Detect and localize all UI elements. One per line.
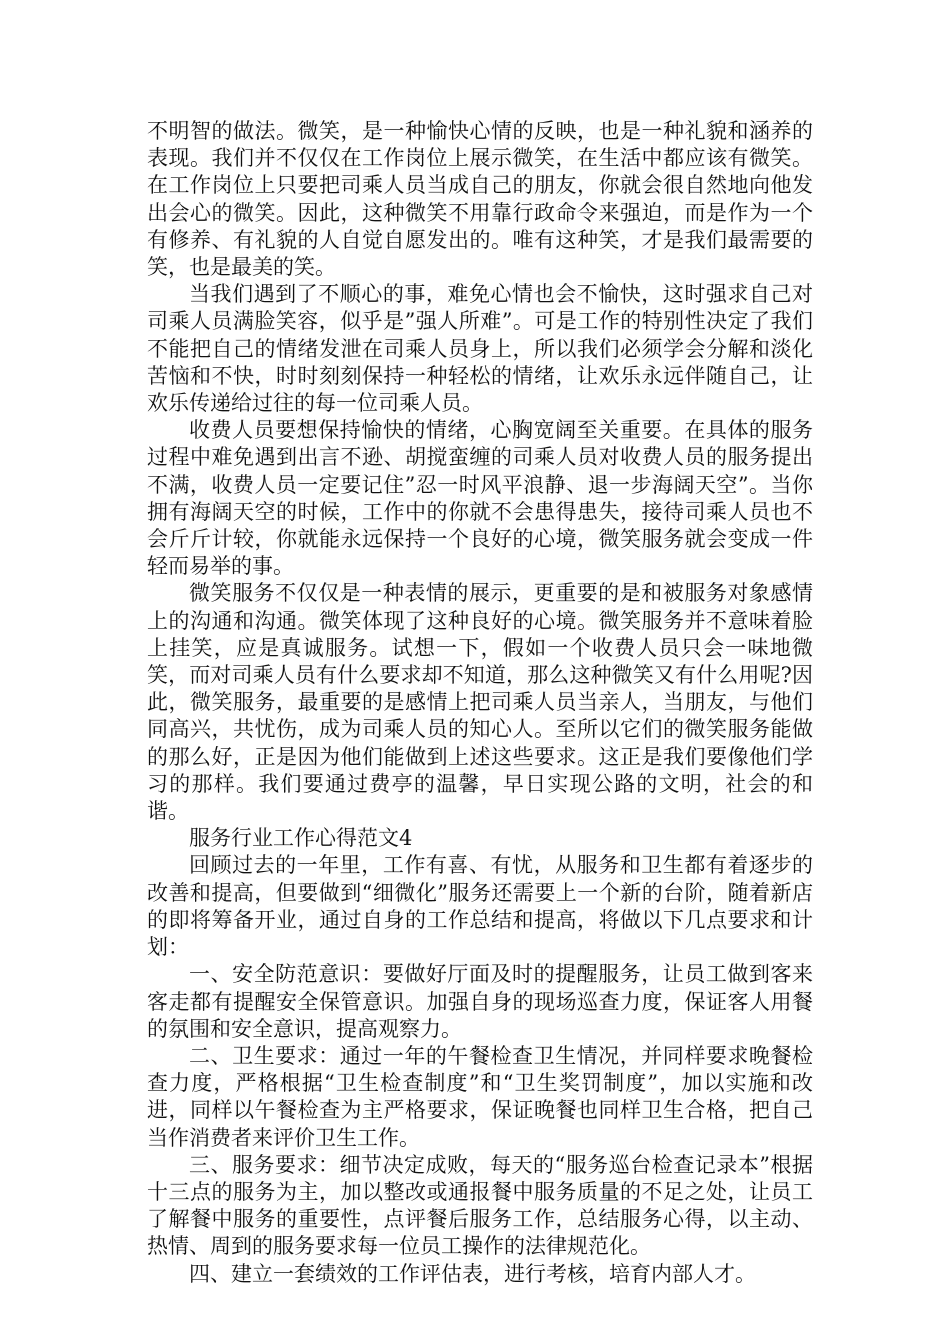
paragraph-review: 回顾过去的一年里，工作有喜、有忧，从服务和卫生都有着逐步的改善和提高，但要做到“细微化”服务还需要上一个新的台阶，随着新店的即将筹备开业，通过自身的工作总结和提高，将做以下几点要求和计划： <box>147 853 813 960</box>
paragraph-service-requirements: 三、服务要求：细节决定成败，每天的“服务巡台检查记录本”根据十三点的服务为主，加以整改或通报餐中服务质量的不足之处，让员工了解餐中服务的重要性，点评餐后服务工作，总结服务心得，以主动、热情、周到的服务要求每一位员工操作的法律规范化。 <box>147 1152 813 1259</box>
section-heading: 服务行业工作心得范文4 <box>189 826 413 851</box>
paragraph-safety: 一、安全防范意识：要做好厅面及时的提醒服务，让员工做到客来客走都有提醒安全保管意识。加强自身的现场巡查力度，保证客人用餐的氛围和安全意识，提高观察力。 <box>147 962 813 1041</box>
paragraph-smile-service: 微笑服务不仅仅是一种表情的展示，更重要的是和被服务对象感情上的沟通和沟通。微笑体现了这种良好的心境。微笑服务并不意味着脸上挂笑，应是真诚服务。试想一下，假如一个收费人员只会一味地微笑，而对司乘人员有什么要求却不知道，那么这种微笑又有什么用呢?因此，微笑服务，最重要的是感情上把司乘人员当亲人，当朋友，与他们同高兴，共忧伤，成为司乘人员的知心人。至所以它们的微笑服务能做的那么好，正是因为他们能做到上述这些要求。这正是我们要像他们学习的那样。我们要通过费亭的温馨，早日实现公路的文明，社会的和谐。 <box>147 581 813 824</box>
paragraph-performance: 四、建立一套绩效的工作评估表，进行考核，培育内部人才。 <box>189 1261 756 1286</box>
paragraph-open-mind: 收费人员要想保持愉快的情绪，心胸宽阔至关重要。在具体的服务过程中难免遇到出言不逊、胡搅蛮缠的司乘人员对收费人员的服务提出不满，收费人员一定要记住”忍一时风平浪静、退一步海阔天空”。当你拥有海阔天空的时候，工作中的你就不会患得患失，接待司乘人员也不会斤斤计较，你就能永远保持一个良好的心境，微笑服务就会变成一件轻而易举的事。 <box>147 418 813 579</box>
paragraph-bad-mood: 当我们遇到了不顺心的事，难免心情也会不愉快，这时强求自己对司乘人员满脸笑容，似乎是”强人所难”。可是工作的特别性决定了我们不能把自己的情绪发泄在司乘人员身上，所以我们必须学会分解和淡化苦恼和不快，时时刻刻保持一种轻松的情绪，让欢乐永远伴随自己，让欢乐传递给过往的每一位司乘人员。 <box>147 282 813 416</box>
document-body <box>147 118 813 1288</box>
paragraph-hygiene: 二、卫生要求：通过一年的午餐检查卫生情况，并同样要求晚餐检查力度，严格根据“卫生检查制度”和“卫生奖罚制度”，加以实施和改进，同样以午餐检查为主严格要求，保证晚餐也同样卫生合格，把自己当作消费者来评价卫生工作。 <box>147 1043 813 1150</box>
paragraph-continuation: 不明智的做法。微笑，是一种愉快心情的反映，也是一种礼貌和涵养的表现。我们并不仅仅在工作岗位上展示微笑，在生活中都应该有微笑。在工作岗位上只要把司乘人员当成自己的朋友，你就会很自然地向他发出会心的微笑。因此，这种微笑不用靠行政命令来强迫，而是作为一个有修养、有礼貌的人自觉自愿发出的。唯有这种笑，才是我们最需要的笑，也是最美的笑。 <box>147 119 813 280</box>
